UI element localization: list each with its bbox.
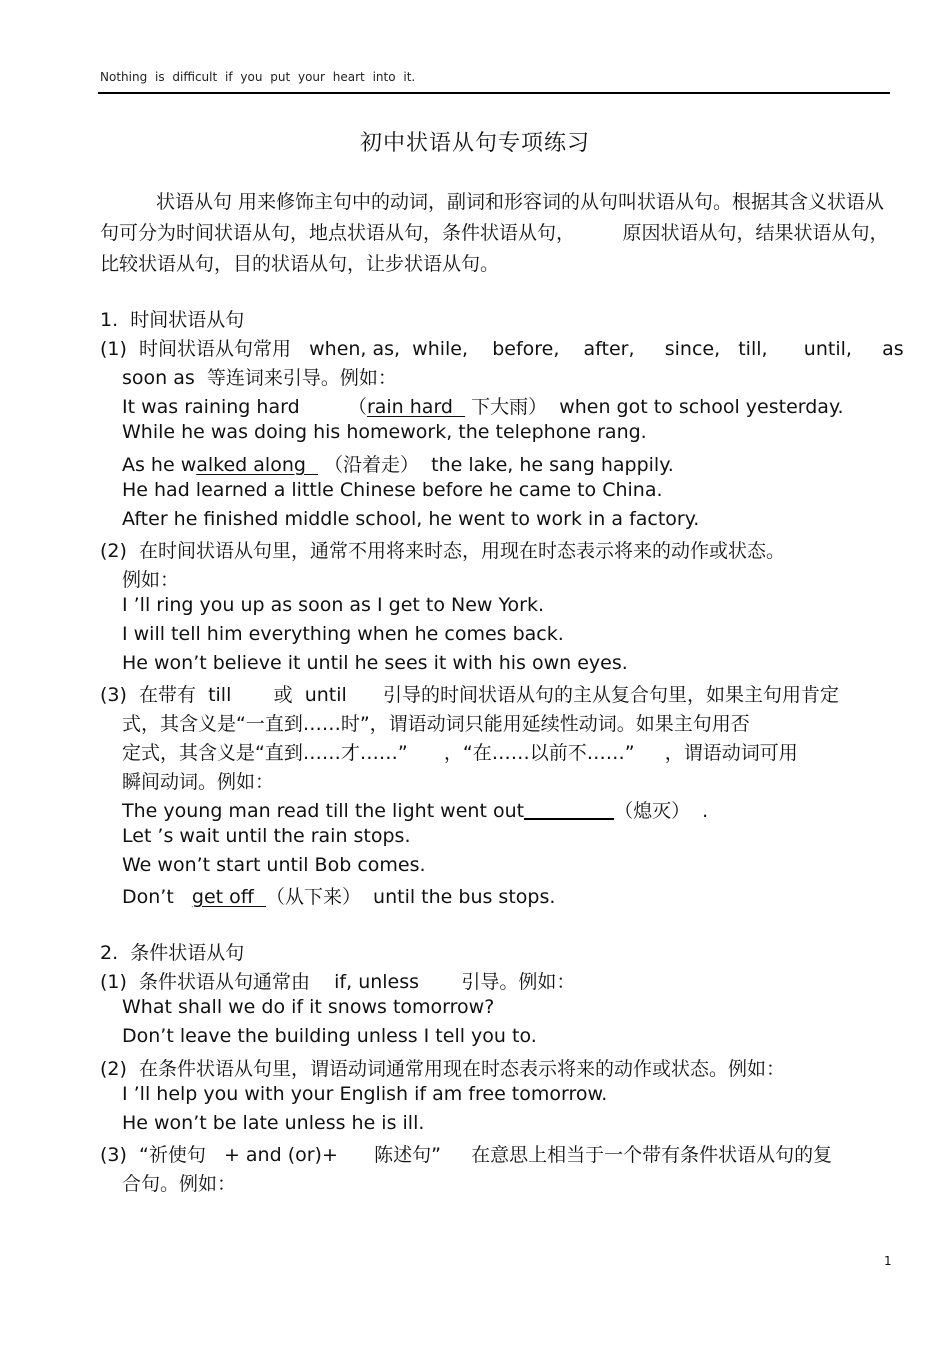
example-text: Don’t <box>122 886 192 908</box>
intro-text: 状语从句 用来修饰主句中的动词，副词和形容词的从句叫状语从句。根据其含义状语从句可分为时间状语从句，地点状语从句，条件状语从句， 原因状语从句，结果状语从句，比较状语从句，目的状语从句，让步状语从句。 <box>100 191 889 275</box>
underlined-phrase: alked along <box>196 454 319 476</box>
section-1-heading: 1. 时间状语从句 <box>100 309 245 331</box>
example-sentence: I ’ll help you with your English if am free tomorrow. <box>122 1083 608 1105</box>
example-text: The young man read till the light went out <box>122 800 525 822</box>
s1-p3-line-a: (3) 在带有 till 或 until 引导的时间状语从句的主从复合句里，如果主句用肯定 <box>100 684 840 706</box>
example-sentence: I will tell him everything when he comes back. <box>122 623 564 645</box>
underlined-phrase: rain hard <box>366 396 466 418</box>
fill-blank-line <box>524 800 614 820</box>
section-2-heading: 2. 条件状语从句 <box>100 942 245 964</box>
underlined-phrase: get off <box>191 886 266 908</box>
example-sentence: While he was doing his homework, the telephone rang. <box>122 421 647 443</box>
intro-paragraph <box>100 187 890 280</box>
example-text: It was raining hard （ <box>122 396 367 418</box>
example-text: 下大雨） when got to school yesterday. <box>465 396 844 418</box>
example-sentence: We won’t start until Bob comes. <box>122 854 426 876</box>
s1-p2-line-a: (2) 在时间状语从句里，通常不用将来时态，用现在时态表示将来的动作或状态。 <box>100 540 785 562</box>
page-header-motto: Nothing is difficult if you put your heart into it. <box>100 70 416 84</box>
example-text: （从下来） until the bus stops. <box>265 886 556 908</box>
example-sentence: What shall we do if it snows tomorrow? <box>122 996 495 1018</box>
s2-p3-line-a: (3) “祈使句 + and (or)+ 陈述句” 在意思上相当于一个带有条件状语从句的复 <box>100 1144 833 1166</box>
page-number: 1 <box>884 1254 892 1268</box>
example-sentence: He had learned a little Chinese before he came to China. <box>122 479 663 501</box>
s2-p2: (2) 在条件状语从句里，谓语动词通常用现在时态表示将来的动作或状态。例如： <box>100 1058 785 1080</box>
s1-p3-line-c: 定式，其含义是“直到……才……” ，“在……以前不……” ，谓语动词可用 <box>122 742 798 764</box>
s1-p3-line-b: 式，其含义是“一直到……时”，谓语动词只能用延续性动词。如果主句用否 <box>122 713 750 735</box>
header-divider <box>98 92 890 94</box>
example-sentence: Let ’s wait until the rain stops. <box>122 825 411 847</box>
example-text: （沿着走） the lake, he sang happily. <box>318 454 674 476</box>
s1-p1-line-b: soon as 等连词来引导。例如： <box>122 367 397 389</box>
s1-p1-line-a: (1) 时间状语从句常用 when, as, while, before, after, since, till, until, as <box>100 338 904 360</box>
example-sentence <box>122 882 555 909</box>
s2-p1: (1) 条件状语从句通常由 if, unless 引导。例如： <box>100 971 576 993</box>
example-text: （熄灭） . <box>614 800 709 822</box>
s1-p3-line-d: 瞬间动词。例如： <box>122 771 275 793</box>
page-title: 初中状语从句专项练习 <box>359 131 590 156</box>
example-sentence: Don’t leave the building unless I tell you to. <box>122 1025 537 1047</box>
example-sentence: I ’ll ring you up as soon as I get to New York. <box>122 594 545 616</box>
s1-p2-line-b: 例如： <box>122 569 180 591</box>
example-sentence: After he finished middle school, he went to work in a factory. <box>122 508 700 530</box>
example-sentence: He won’t be late unless he is ill. <box>122 1112 425 1134</box>
example-sentence <box>122 796 708 823</box>
example-sentence: He won’t believe it until he sees it with his own eyes. <box>122 652 628 674</box>
s2-p3-line-b: 合句。例如： <box>122 1173 237 1195</box>
example-text: As he w <box>122 454 197 476</box>
example-sentence <box>122 392 844 419</box>
example-sentence <box>122 450 674 477</box>
